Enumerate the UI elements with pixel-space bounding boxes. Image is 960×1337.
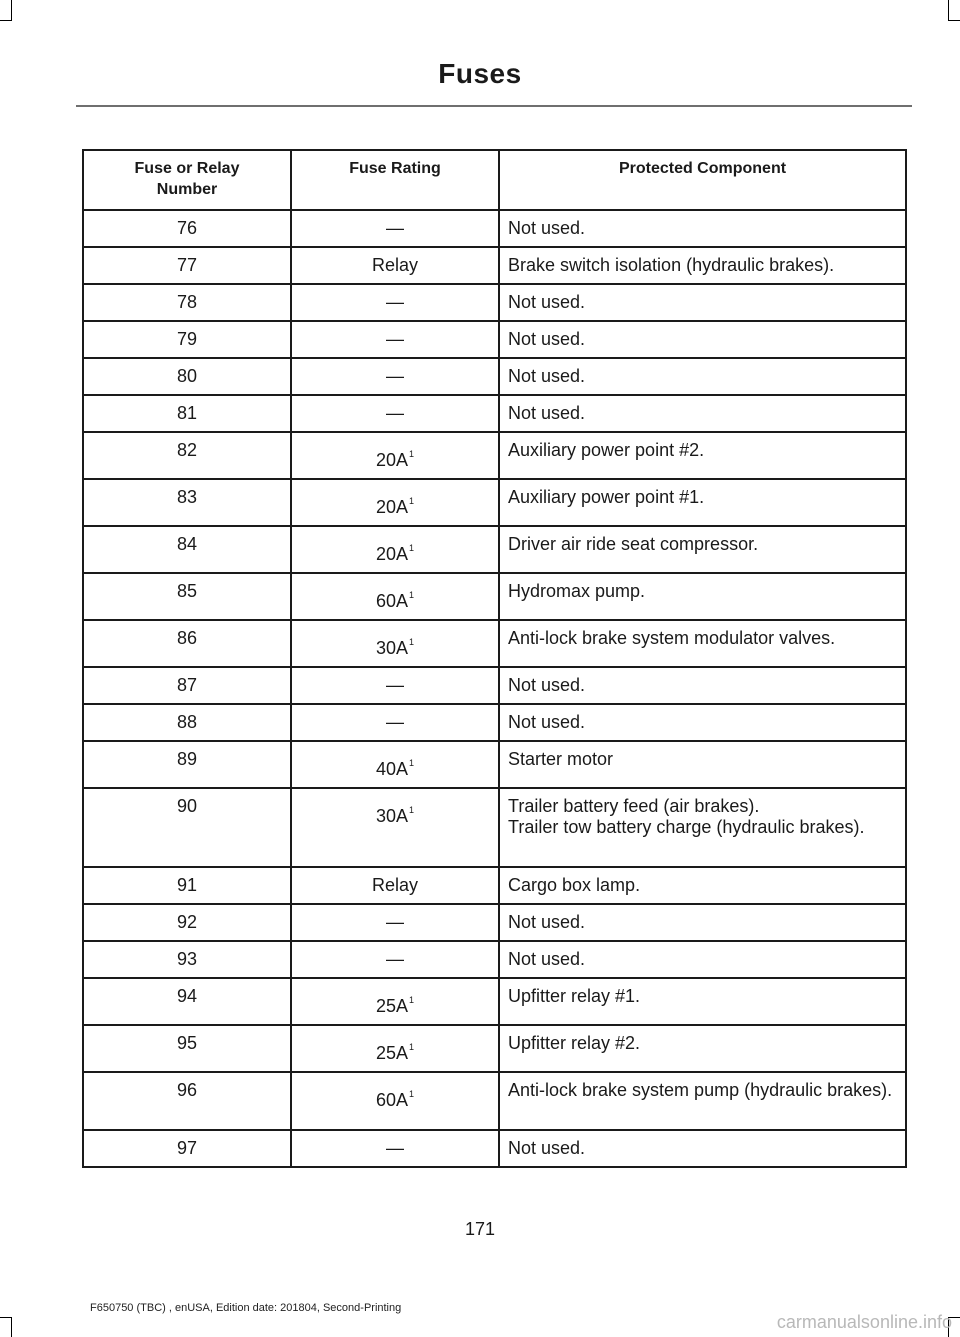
crop-mark [0,20,12,21]
fuse-rating-cell [291,358,499,395]
fuse-number: 94 [83,978,291,1025]
protected-component-cell [499,978,906,1025]
protected-component-cell [499,867,906,904]
fuse-rating-cell [291,1072,499,1130]
protected-component-cell [499,667,906,704]
fuse-number: 92 [83,904,291,941]
fuse-rating: 40A [375,759,408,779]
protected-component: Starter motor [508,749,614,769]
protected-component-cell [499,210,906,247]
protected-component: Trailer battery feed (air brakes). [508,796,760,816]
fuse-rating-cell [291,978,499,1025]
fuse-rating-cell [291,210,499,247]
fuse-number: 80 [83,358,291,395]
protected-component: Brake switch isolation (hydraulic brakes). [508,255,835,275]
fuse-rating-cell [291,573,499,620]
protected-component-cell [499,941,906,978]
protected-component-cell [499,432,906,479]
crop-mark [948,0,949,20]
table-row [83,741,906,788]
fuse-rating: — [386,292,404,312]
fuse-number: 81 [83,395,291,432]
fuse-rating: Relay [371,255,419,275]
protected-component: Not used. [508,1138,586,1158]
protected-component-cell [499,284,906,321]
fuse-rating: — [386,218,404,238]
table-row [83,667,906,704]
fuse-table [82,149,907,1168]
table-row [83,704,906,741]
protected-component: Anti-lock brake system pump (hydraulic brakes). [508,1080,893,1100]
fuse-number: 87 [83,667,291,704]
fuse-rating: 60A [375,1090,408,1110]
title-divider [76,105,912,107]
table-row [83,395,906,432]
fuse-number: 79 [83,321,291,358]
fuse-number: 89 [83,741,291,788]
fuse-rating-cell [291,620,499,667]
protected-component-cell [499,479,906,526]
crop-mark [948,20,960,21]
table-row [83,321,906,358]
protected-component-cell [499,321,906,358]
crop-mark [11,0,12,20]
fuse-rating: — [386,329,404,349]
protected-component: Trailer tow battery charge (hydraulic brakes). [508,817,865,837]
protected-component-cell [499,1072,906,1130]
fuse-rating-cell [291,1130,499,1167]
fuse-rating-cell [291,432,499,479]
protected-component-cell [499,358,906,395]
fuse-rating-cell [291,284,499,321]
fuse-rating: — [386,675,404,695]
fuse-rating: 60A [375,591,408,611]
protected-component: Not used. [508,675,586,695]
watermark: carmanualsonline.info [776,1312,952,1332]
protected-component: Not used. [508,949,586,969]
fuse-number: 93 [83,941,291,978]
fuse-rating-cell [291,867,499,904]
table-row [83,526,906,573]
fuse-rating: 25A [375,1043,408,1063]
table-row [83,904,906,941]
protected-component-cell [499,395,906,432]
fuse-rating: — [386,949,404,969]
fuse-number: 97 [83,1130,291,1167]
fuse-number: 95 [83,1025,291,1072]
fuse-rating: — [386,403,404,423]
protected-component: Anti-lock brake system modulator valves. [508,628,836,648]
fuse-rating: 30A [375,638,408,658]
protected-component: Cargo box lamp. [508,875,641,895]
footnote-marker: 1 [409,543,415,553]
header-fuse-number-line2: Number [156,181,218,198]
fuse-rating-cell [291,741,499,788]
protected-component: Not used. [508,329,586,349]
header-protected-component: Protected Component [499,150,906,210]
fuse-number: 91 [83,867,291,904]
fuse-number: 78 [83,284,291,321]
table-row [83,358,906,395]
protected-component: Not used. [508,292,586,312]
protected-component: Auxiliary power point #1. [508,487,705,507]
fuse-rating-cell [291,1025,499,1072]
footnote-marker: 1 [409,758,415,768]
table-row [83,1130,906,1167]
fuse-rating: 25A [375,996,408,1016]
table-row [83,284,906,321]
fuse-number: 83 [83,479,291,526]
fuse-rating-cell [291,904,499,941]
footnote-marker: 1 [409,1042,415,1052]
fuse-rating-cell [291,247,499,284]
fuse-number: 90 [83,788,291,867]
header-fuse-number-line1: Fuse or Relay [134,160,240,177]
fuse-rating: — [386,1138,404,1158]
footnote-marker: 1 [409,805,415,815]
protected-component: Not used. [508,912,586,932]
protected-component: Upfitter relay #1. [508,986,641,1006]
fuse-number: 77 [83,247,291,284]
protected-component-cell [499,1025,906,1072]
table-row [83,867,906,904]
protected-component: Not used. [508,218,586,238]
table-row [83,432,906,479]
crop-mark [11,1317,12,1337]
protected-component: Not used. [508,403,586,423]
protected-component-cell [499,247,906,284]
table-row [83,1025,906,1072]
table-row [83,620,906,667]
table-row [83,941,906,978]
fuse-rating: — [386,712,404,732]
protected-component: Driver air ride seat compressor. [508,534,759,554]
header-fuse-rating: Fuse Rating [291,150,499,210]
protected-component-cell [499,526,906,573]
footnote-marker: 1 [409,1089,415,1099]
table-row [83,573,906,620]
page-number: 171 [464,1219,496,1239]
fuse-rating-cell [291,941,499,978]
crop-mark [0,1317,12,1318]
footnote-marker: 1 [409,637,415,647]
fuse-rating: — [386,366,404,386]
fuse-rating: 20A [375,450,408,470]
fuse-rating-cell [291,526,499,573]
fuse-rating-cell [291,788,499,867]
footnote-marker: 1 [409,590,415,600]
fuse-rating-cell [291,667,499,704]
fuse-rating: 20A [375,497,408,517]
fuse-number: 82 [83,432,291,479]
edition-footer: F650750 (TBC) , enUSA, Edition date: 201804, Second-Printing [90,1302,402,1314]
table-row [83,479,906,526]
protected-component-cell [499,704,906,741]
table-row [83,788,906,867]
protected-component-cell [499,788,906,867]
protected-component: Hydromax pump. [508,581,646,601]
fuse-rating-cell [291,479,499,526]
fuse-number: 88 [83,704,291,741]
protected-component: Not used. [508,366,586,386]
page-title: Fuses [438,58,522,89]
fuse-number: 86 [83,620,291,667]
protected-component: Auxiliary power point #2. [508,440,705,460]
header-fuse-number [83,150,291,210]
fuse-number: 96 [83,1072,291,1130]
protected-component-cell [499,741,906,788]
fuse-rating-cell [291,395,499,432]
table-row [83,210,906,247]
fuse-rating: 20A [375,544,408,564]
footnote-marker: 1 [409,995,415,1005]
fuse-rating: Relay [371,875,419,895]
protected-component-cell [499,1130,906,1167]
fuse-number: 84 [83,526,291,573]
footnote-marker: 1 [409,449,415,459]
table-row [83,1072,906,1130]
protected-component-cell [499,573,906,620]
footnote-marker: 1 [409,496,415,506]
protected-component: Not used. [508,712,586,732]
protected-component-cell [499,620,906,667]
table-header-row [83,150,906,210]
fuse-table-body [83,210,906,1167]
table-row [83,978,906,1025]
protected-component-cell [499,904,906,941]
fuse-rating: — [386,912,404,932]
fuse-number: 76 [83,210,291,247]
fuse-number: 85 [83,573,291,620]
fuse-rating: 30A [375,806,408,826]
table-row [83,247,906,284]
fuse-rating-cell [291,704,499,741]
protected-component: Upfitter relay #2. [508,1033,641,1053]
fuse-rating-cell [291,321,499,358]
